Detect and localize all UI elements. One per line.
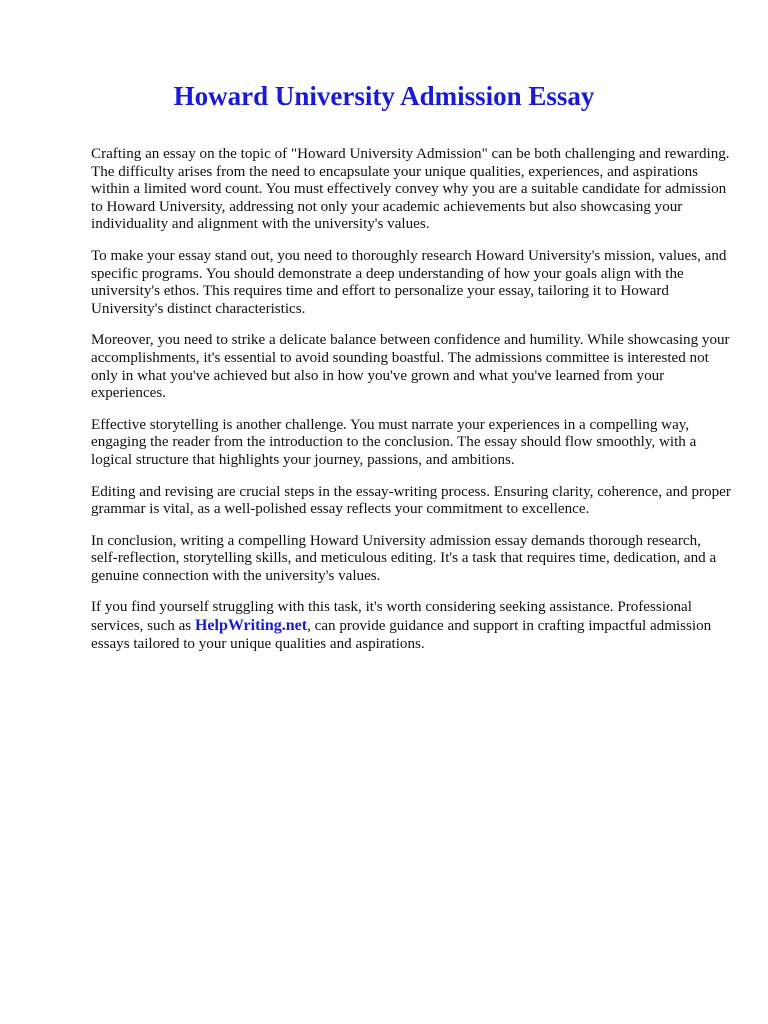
paragraph-1: Crafting an essay on the topic of "Howard University Admission" can be both challenging and rewarding. The difficulty arises from the need to encapsulate your unique qualities, experiences, and aspirations within a limited word count. You must effectively convey why you are a suitable candidate for admission to Howard University, addressing not only your academic achievements but also showcasing your individuality and alignment with the university's values. <box>91 146 730 233</box>
paragraph-7 <box>91 599 731 653</box>
paragraph-5: Editing and revising are crucial steps in the essay-writing process. Ensuring clarity, coherence, and proper grammar is vital, as a well-polished essay reflects your commitment to excellence. <box>91 483 731 518</box>
paragraph-4: Effective storytelling is another challenge. You must narrate your experiences in a compelling way, engaging the reader from the introduction to the conclusion. The essay should flow smoothly, with a logical structure that highlights your journey, passions, and ambitions. <box>91 416 697 468</box>
paragraph-6: In conclusion, writing a compelling Howard University admission essay demands thorough research, self-reflection, storytelling skills, and meticulous editing. It's a task that requires time, dedication, and a genuine connection with the university's values. <box>91 532 717 584</box>
paragraph-3: Moreover, you need to strike a delicate balance between confidence and humility. While showcasing your accomplishments, it's essential to avoid sounding boastful. The admissions committee is interested not only in what you've achieved but also in how you've grown and what you've learned from your experiences. <box>91 332 730 402</box>
document-title: Howard University Admission Essay <box>173 81 595 111</box>
paragraph-7-text-before-link: If you find yourself struggling with this task, it's worth considering seeking assistance. Professional services, such as <box>91 599 692 635</box>
paragraph-2: To make your essay stand out, you need to thoroughly research Howard University's mission, values, and specific programs. You should demonstrate a deep understanding of how your goals align with the university's ethos. This requires time and effort to personalize your essay, tailoring it to Howard University's distinct characteristics. <box>91 247 727 317</box>
document-body <box>91 146 731 667</box>
paragraph-7-text-after-link: , can provide guidance and support in crafting impactful admission essays tailored to your unique qualities and aspirations. <box>91 618 712 652</box>
helpwriting-link[interactable]: HelpWriting.net <box>194 617 308 635</box>
